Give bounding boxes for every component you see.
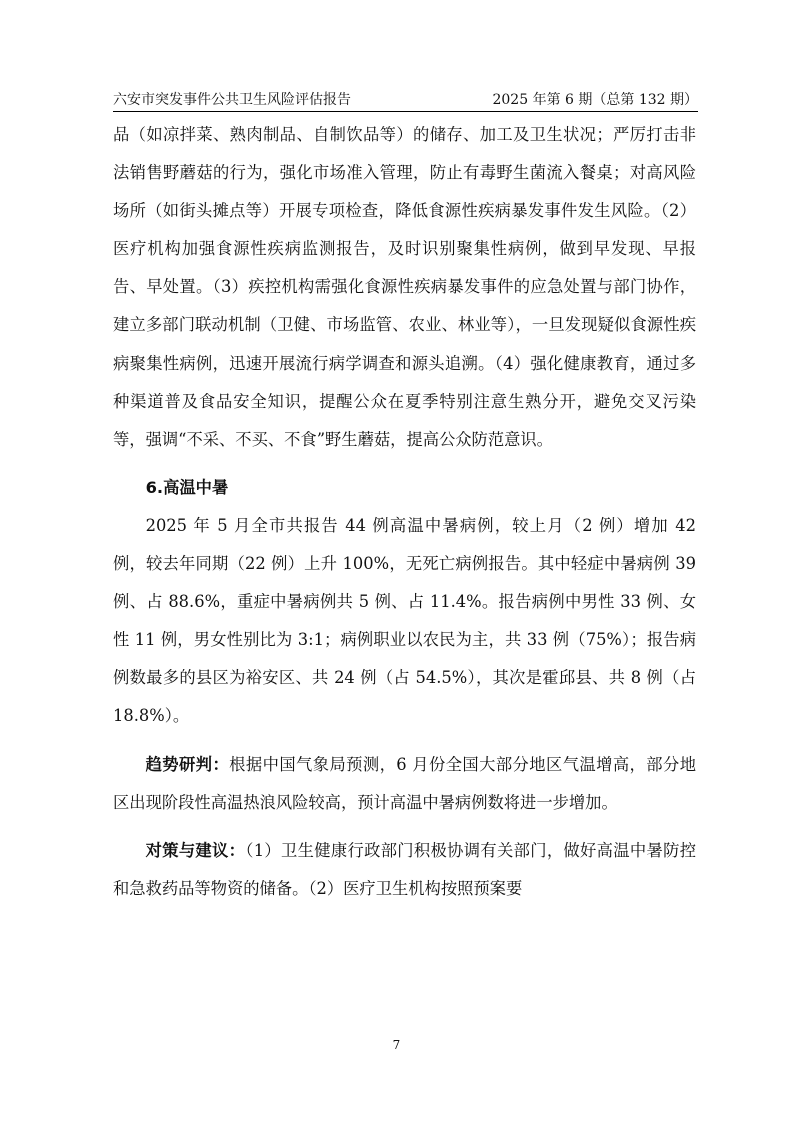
trend-text: 根据中国气象局预测，6 月份全国大部分地区气温增高，部分地区出现阶段性高温热浪风险较高，预计高温中暑病例数将进一步增加。 (113, 754, 696, 812)
trend-label: 趋势研判： (145, 754, 230, 774)
advice-text: （1）卫生健康行政部门积极协调有关部门，做好高温中暑防控和急救药品等物资的储备。（2）医疗卫生机构按照预案要 (113, 840, 696, 898)
page-number: 7 (392, 1038, 401, 1052)
document-body (113, 116, 696, 908)
spacer (113, 459, 696, 469)
header-issue-number: 2025 年第 6 期（总第 132 期） (492, 92, 698, 108)
paragraph-food-safety-continued: 品（如凉拌菜、熟肉制品、自制饮品等）的储存、加工及卫生状况；严厉打击非法销售野蘑菇的行为，强化市场准入管理，防止有毒野生菌流入餐桌；对高风险场所（如街头摊点等）开展专项检查，降低食源性疾病暴发事件发生风险。（2）医疗机构加强食源性疾病监测报告，及时识别聚集性病例，做到早发现、早报告、早处置。（3）疾控机构需强化食源性疾病暴发事件的应急处置与部门协作，建立多部门联动机制（卫健、市场监管、农业、林业等），一旦发现疑似食源性疾病聚集性病例，迅速开展流行病学调查和源头追溯。（4）强化健康教育，通过多种渠道普及食品安全知识，提醒公众在夏季特别注意生熟分开，避免交叉污染等，强调“不采、不买、不食”野生蘑菇，提高公众防范意识。 (113, 125, 696, 449)
page-header (113, 87, 698, 109)
header-divider (113, 111, 698, 112)
header-report-title: 六安市突发事件公共卫生风险评估报告 (113, 92, 351, 108)
spacer (113, 822, 696, 832)
advice-label: 对策与建议： (145, 840, 246, 860)
paragraph-heatstroke-statistics: 2025 年 5 月全市共报告 44 例高温中暑病例，较上月（2 例）增加 42 例，较去年同期（22 例）上升 100%，无死亡病例报告。其中轻症中暑病例 39 例、占 88.6%，重症中暑病例共 5 例、占 11.4%。报告病例中男性 33 例、女性 11 例，男女性别比为 3:1；病例职业以农民为主，共 33 例（75%）；报告病例数最多的县区为裕安区、共 24 例（占 54.5%），其次是霍邱县、共 8 例（占 18.8%）。 (113, 515, 696, 726)
section-heading-heatstroke: 6.高温中暑 (145, 477, 229, 497)
spacer (113, 736, 696, 746)
paragraph-countermeasures (113, 832, 696, 908)
paragraph-trend-analysis (113, 746, 696, 822)
